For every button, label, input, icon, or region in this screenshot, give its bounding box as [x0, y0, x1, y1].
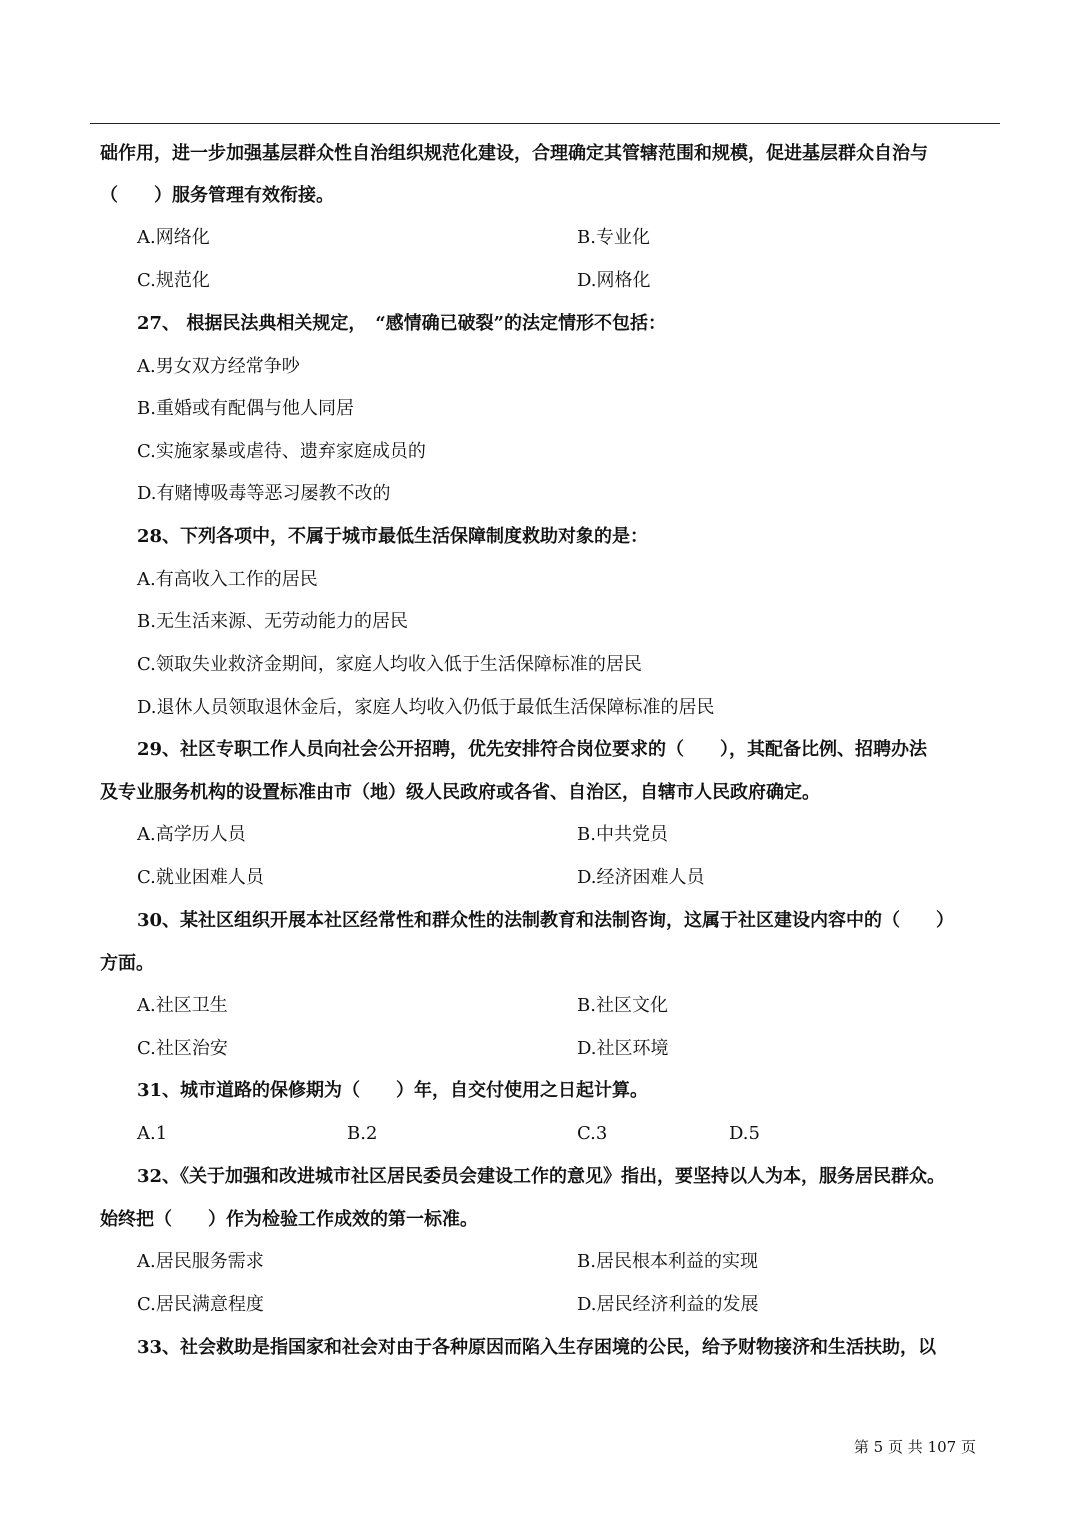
- q32-stem-line2: 始终把（ ）作为检验工作成效的第一标准。: [100, 1209, 478, 1230]
- total-pages: 107: [927, 1438, 957, 1456]
- q28-option-a: A.有高收入工作的居民: [137, 569, 318, 590]
- q29-option-a: A.高学历人员: [137, 824, 246, 845]
- page-label-suffix: 页: [960, 1438, 976, 1456]
- q29-option-b: B.中共党员: [577, 824, 668, 845]
- q29-stem-line2: 及专业服务机构的设置标准由市（地）级人民政府或各省、自治区，自辖市人民政府确定。: [100, 782, 820, 803]
- q27-option-d: D.有赌博吸毒等恶习屡教不改的: [137, 483, 391, 504]
- q32-stem-line1: 32、《关于加强和改进城市社区居民委员会建设工作的意见》指出，要坚持以人为本，服务居民群众。: [137, 1166, 946, 1187]
- q28-option-c: C.领取失业救济金期间，家庭人均收入低于生活保障标准的居民: [137, 654, 642, 675]
- q29-option-d: D.经济困难人员: [577, 867, 705, 888]
- current-page: 5: [873, 1438, 884, 1456]
- q30-option-a: A.社区卫生: [137, 995, 228, 1016]
- q31-option-b: B.2: [347, 1123, 378, 1144]
- page-label-prefix: 第: [853, 1438, 869, 1456]
- q27-option-b: B.重婚或有配偶与他人同居: [137, 398, 354, 419]
- q30-option-b: B.社区文化: [577, 995, 668, 1016]
- q26-option-c: C.规范化: [137, 270, 210, 291]
- q30-stem-line2: 方面。: [100, 953, 154, 974]
- q33-stem-line1: 33、社会救助是指国家和社会对由于各种原因而陷入生存困境的公民，给予财物接济和生活扶助，以: [137, 1337, 937, 1358]
- q27-stem: 27、 根据民法典相关规定， “感情确已破裂”的法定情形不包括：: [137, 313, 667, 334]
- q27-option-a: A.男女双方经常争吵: [137, 356, 300, 377]
- q30-stem-line1: 30、某社区组织开展本社区经常性和群众性的法制教育和法制咨询，这属于社区建设内容中的（ ）: [137, 910, 955, 931]
- page-label-mid: 页 共: [888, 1438, 923, 1456]
- q28-option-d: D.退休人员领取退休金后，家庭人均收入仍低于最低生活保障标准的居民: [137, 697, 715, 718]
- q26-option-a: A.网络化: [137, 227, 210, 248]
- q31-option-c: C.3: [577, 1123, 608, 1144]
- q32-option-b: B.居民根本利益的实现: [577, 1251, 758, 1272]
- page-number: [854, 1437, 976, 1457]
- q26-stem-line2: （ ）服务管理有效衔接。: [100, 185, 334, 206]
- q28-stem: 28、下列各项中，不属于城市最低生活保障制度救助对象的是：: [137, 526, 649, 547]
- header-rule: [90, 123, 1000, 124]
- q32-option-a: A.居民服务需求: [137, 1251, 264, 1272]
- q31-stem: 31、城市道路的保修期为（ ）年，自交付使用之日起计算。: [137, 1080, 649, 1101]
- q32-option-d: D.居民经济利益的发展: [577, 1294, 759, 1315]
- q31-option-a: A.1: [137, 1123, 168, 1144]
- q32-option-c: C.居民满意程度: [137, 1294, 264, 1315]
- q30-option-c: C.社区治安: [137, 1038, 228, 1059]
- q26-option-d: D.网格化: [577, 270, 651, 291]
- q31-option-d: D.5: [729, 1123, 760, 1144]
- q26-option-b: B.专业化: [577, 227, 650, 248]
- q29-option-c: C.就业困难人员: [137, 867, 264, 888]
- q30-option-d: D.社区环境: [577, 1038, 669, 1059]
- q28-option-b: B.无生活来源、无劳动能力的居民: [137, 611, 408, 632]
- q26-stem-line1: 础作用，进一步加强基层群众性自治组织规范化建设，合理确定其管辖范围和规模，促进基层群众自治与: [100, 143, 928, 164]
- q27-option-c: C.实施家暴或虐待、遗弃家庭成员的: [137, 441, 426, 462]
- q29-stem-line1: 29、社区专职工作人员向社会公开招聘，优先安排符合岗位要求的（ ），其配备比例、招聘办法: [137, 739, 928, 760]
